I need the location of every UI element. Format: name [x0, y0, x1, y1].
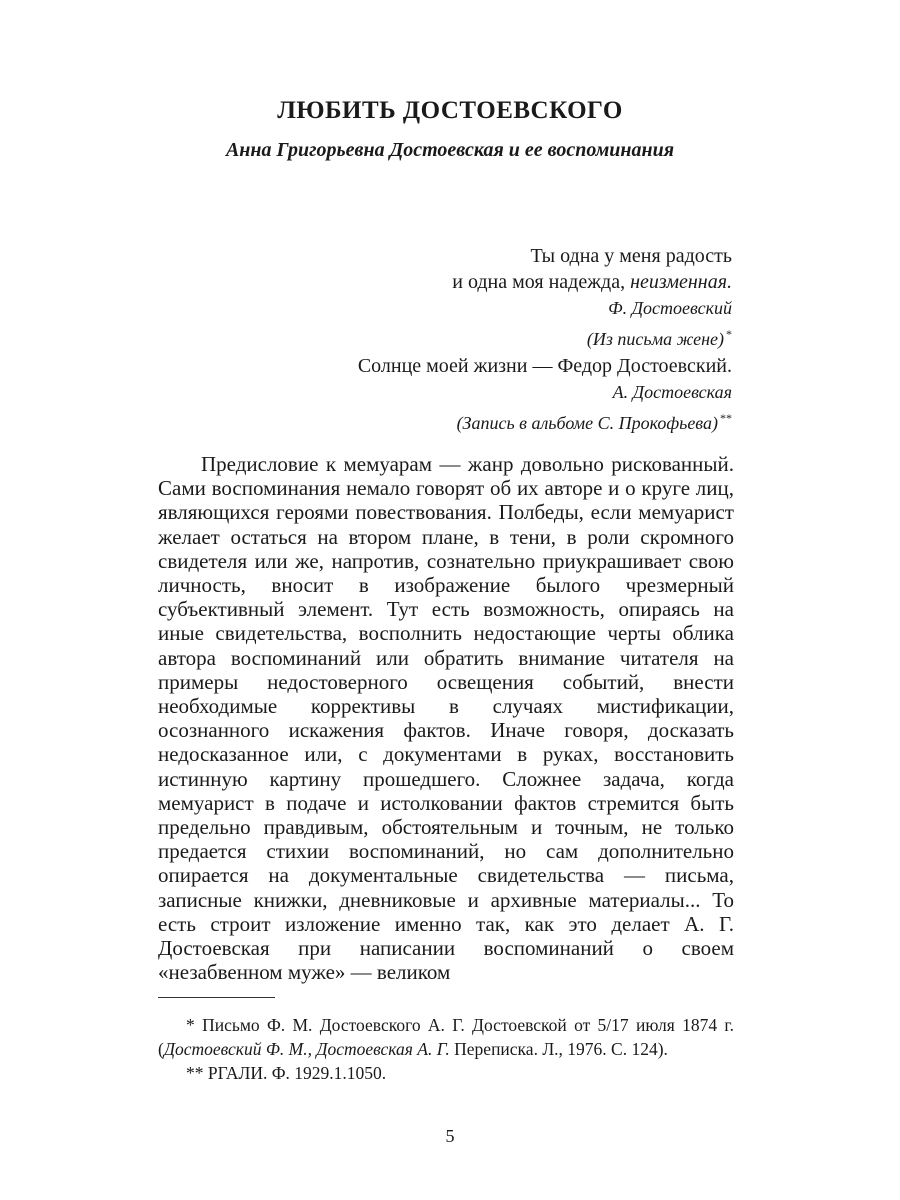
footnote-1-text-before: Письмо Ф. М. Достоевского А. Г. Достоевской от 5/17 июля 1874 г. ( [158, 1015, 734, 1059]
footnotes [158, 1013, 734, 1085]
footnote-ref-1: * [726, 327, 732, 341]
epigraph-1-line-2 [452, 269, 732, 295]
footnote-2-text: РГАЛИ. Ф. 1929.1.1050. [203, 1063, 387, 1083]
epigraph-2-source: (Запись в альбоме С. Прокофьева) [456, 413, 718, 433]
footnote-1 [158, 1013, 734, 1061]
epigraph-1 [452, 243, 732, 352]
body-text [158, 452, 734, 984]
epigraph-1-author: Ф. Достоевский [608, 298, 732, 318]
body-paragraph: Предисловие к мемуарам — жанр довольно рискованный. Сами воспоминания немало говорят об их авторе и о круге лиц, являющихся героями повествования. Полбеды, если мемуарист желает остаться на втором плане, в тени, в роли скромного свидетеля или же, напротив, сознательно приукрашивает свою личность, вносит в изображение былого чрезмерный субъективный элемент. Тут есть возможность, опираясь на иные свидетельства, восполнить недостающие черты облика автора воспоминаний или обратить внимание читателя на примеры недостоверного освещения событий, внести необходимые коррективы в случаях мистификации, осознанного искажения фактов. Иначе говоря, досказать недосказанное или, с документами в руках, восстановить истинную картину прошедшего. Сложнее задача, когда мемуарист в подаче и истолковании фактов стремится быть предельно правдивым, обстоятельным и точным, не только предается стихии воспоминаний, но сам дополнительно опирается на документальные свидетельства — письма, записные книжки, дневниковые и архивные материалы... То есть строит изложение именно так, как это делает А. Г. Достоевская при написании воспоминаний о своем «незабвенном муже» — великом [158, 452, 734, 985]
epigraph-1-line-2-plain: и одна моя надежда, [452, 271, 631, 293]
chapter-title: ЛЮБИТЬ ДОСТОЕВСКОГО [277, 97, 623, 124]
epigraph-2 [358, 353, 732, 436]
footnote-1-text-italic: Достоевский Ф. М., Достоевская А. Г. [163, 1039, 450, 1059]
page-number: 5 [445, 1126, 455, 1146]
epigraph-1-source: (Из письма жене) [586, 329, 724, 349]
footnote-2 [158, 1061, 734, 1085]
epigraph-2-line-1: Солнце моей жизни — Федор Достоевский. [357, 355, 732, 377]
footnote-ref-2: ** [720, 411, 732, 425]
epigraph-1-line-2-italic: неизменная. [630, 271, 732, 293]
footnote-1-text-after: Переписка. Л., 1976. С. 124). [449, 1039, 668, 1059]
epigraph-1-line-1: Ты одна у меня радость [530, 245, 732, 267]
footnote-2-mark: ** [186, 1063, 204, 1083]
epigraph-2-source-line [358, 405, 732, 436]
epigraph-1-source-line [452, 321, 732, 352]
footnote-divider [158, 997, 275, 998]
footnote-1-mark: * [186, 1015, 195, 1035]
chapter-subtitle: Анна Григорьевна Достоевская и ее воспоминания [225, 139, 675, 161]
epigraph-2-author: А. Достоевская [612, 382, 732, 402]
